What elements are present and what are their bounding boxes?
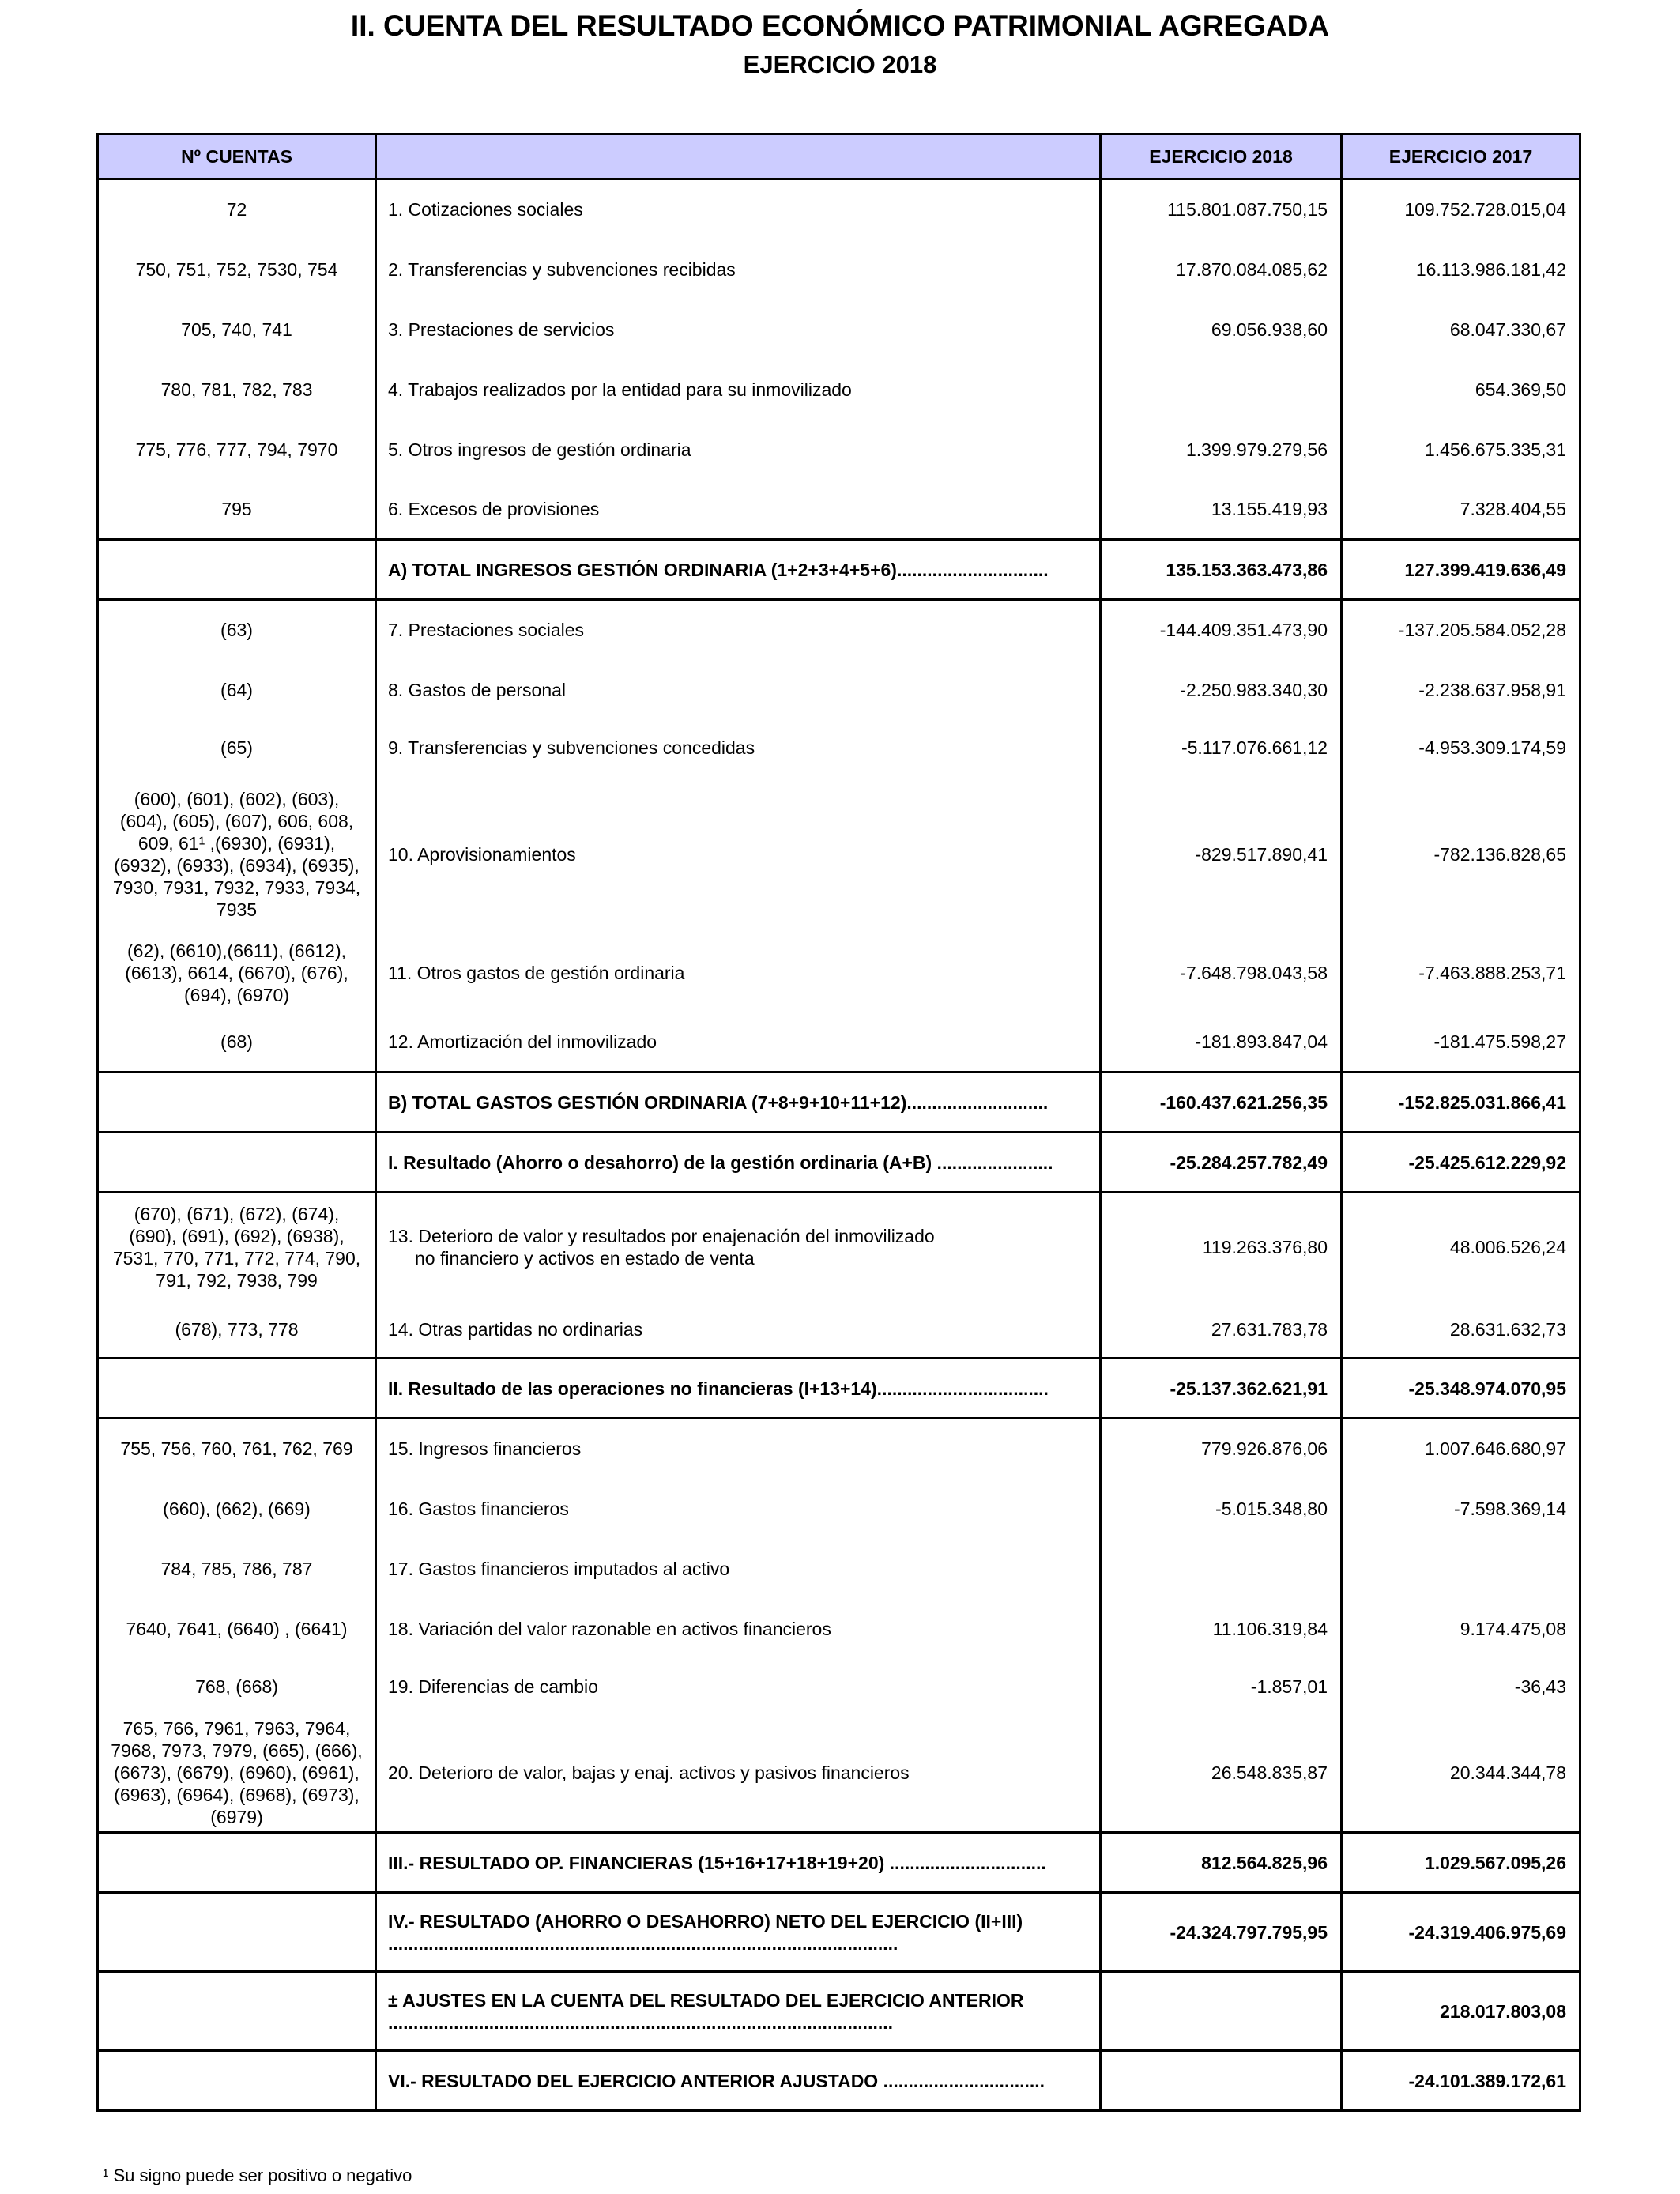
table-header [98,134,1580,179]
table-row [98,1599,1580,1659]
row-value-2017: 68.047.330,67 [1342,300,1580,360]
row-value-2018: 26.548.835,87 [1101,1714,1342,1833]
total-row [98,2051,1580,2111]
row-value-2017: 9.174.475,08 [1342,1599,1580,1659]
row-value-2017: 1.029.567.095,26 [1342,1833,1580,1893]
row-accounts: 784, 785, 786, 787 [98,1539,376,1599]
row-accounts [98,1833,376,1893]
row-value-2017: 1.456.675.335,31 [1342,420,1580,480]
total-row [98,540,1580,600]
row-accounts [98,1359,376,1419]
page-subtitle: EJERCICIO 2018 [743,51,937,78]
header-accounts: Nº CUENTAS [98,134,376,179]
table-row [98,1539,1580,1599]
row-value-2017: 127.399.419.636,49 [1342,540,1580,600]
table-row [98,933,1580,1012]
row-accounts: 705, 740, 741 [98,300,376,360]
table-row [98,1714,1580,1833]
row-value-2017: 28.631.632,73 [1342,1302,1580,1359]
row-value-2017: -24.319.406.975,69 [1342,1893,1580,1972]
row-value-2018: 779.926.876,06 [1101,1419,1342,1479]
row-concept: 17. Gastos financieros imputados al activo [376,1539,1101,1599]
table-row [98,1659,1580,1714]
row-accounts: (600), (601), (602), (603), (604), (605), (607), 606, 608, 609, 61¹ ,(6930), (6931), (6932), (6933), (6934), (6935), 7930, 7931, 7932, 7933, 7934, 7935 [98,775,376,933]
row-accounts: 72 [98,179,376,239]
row-concept: 12. Amortización del inmovilizado [376,1012,1101,1072]
row-value-2018: 1.399.979.279,56 [1101,420,1342,480]
row-concept: VI.- RESULTADO DEL EJERCICIO ANTERIOR AJUSTADO ................................ [376,2051,1101,2111]
row-value-2017: -152.825.031.866,41 [1342,1072,1580,1133]
row-accounts: (63) [98,600,376,660]
row-value-2017: 654.369,50 [1342,360,1580,420]
row-value-2017: -36,43 [1342,1659,1580,1714]
row-concept: 11. Otros gastos de gestión ordinaria [376,933,1101,1012]
total-row [98,1133,1580,1193]
row-value-2018: 119.263.376,80 [1101,1193,1342,1302]
table-row [98,775,1580,933]
row-concept: 20. Deterioro de valor, bajas y enaj. activos y pasivos financieros [376,1714,1101,1833]
row-accounts: 780, 781, 782, 783 [98,360,376,420]
row-value-2018: -1.857,01 [1101,1659,1342,1714]
row-value-2018: -24.324.797.795,95 [1101,1893,1342,1972]
row-accounts [98,540,376,600]
row-concept: III.- RESULTADO OP. FINANCIERAS (15+16+17+18+19+20) ............................... [376,1833,1101,1893]
row-value-2018: -25.284.257.782,49 [1101,1133,1342,1193]
total-row [98,1893,1580,1972]
row-accounts [98,1893,376,1972]
row-concept: 8. Gastos de personal [376,660,1101,720]
row-value-2017: -4.953.309.174,59 [1342,720,1580,775]
row-value-2017: 109.752.728.015,04 [1342,179,1580,239]
row-accounts: (678), 773, 778 [98,1302,376,1359]
row-value-2018: -160.437.621.256,35 [1101,1072,1342,1133]
table-row [98,660,1580,720]
row-accounts: 768, (668) [98,1659,376,1714]
row-accounts [98,1133,376,1193]
row-value-2018: 11.106.319,84 [1101,1599,1342,1659]
row-value-2018: 115.801.087.750,15 [1101,179,1342,239]
row-concept [376,1193,1101,1302]
row-value-2018: 17.870.084.085,62 [1101,239,1342,300]
page-title: II. CUENTA DEL RESULTADO ECONÓMICO PATRIMONIAL AGREGADA [350,9,1330,42]
row-value-2018: -2.250.983.340,30 [1101,660,1342,720]
row-accounts: (64) [98,660,376,720]
table-row [98,420,1580,480]
table-row [98,300,1580,360]
row-value-2018: 27.631.783,78 [1101,1302,1342,1359]
row-accounts: 7640, 7641, (6640) , (6641) [98,1599,376,1659]
row-value-2018: -5.015.348,80 [1101,1479,1342,1539]
table-row [98,1419,1580,1479]
row-concept-line2: no financiero y activos en estado de venta [415,1248,755,1269]
row-value-2018: 69.056.938,60 [1101,300,1342,360]
table-row [98,480,1580,540]
row-concept: 16. Gastos financieros [376,1479,1101,1539]
row-concept: 10. Aprovisionamientos [376,775,1101,933]
row-value-2017: 20.344.344,78 [1342,1714,1580,1833]
row-value-2017: -137.205.584.052,28 [1342,600,1580,660]
row-value-2018: -829.517.890,41 [1101,775,1342,933]
row-value-2018: -25.137.362.621,91 [1101,1359,1342,1419]
total-row [98,1972,1580,2051]
row-accounts: 775, 776, 777, 794, 7970 [98,420,376,480]
header-concept [376,134,1101,179]
total-row [98,1359,1580,1419]
row-concept: 2. Transferencias y subvenciones recibidas [376,239,1101,300]
row-value-2017: 7.328.404,55 [1342,480,1580,540]
row-concept: I. Resultado (Ahorro o desahorro) de la gestión ordinaria (A+B) ....................... [376,1133,1101,1193]
row-concept: 1. Cotizaciones sociales [376,179,1101,239]
row-value-2018 [1101,2051,1342,2111]
row-concept: 5. Otros ingresos de gestión ordinaria [376,420,1101,480]
row-accounts: (65) [98,720,376,775]
row-accounts: 765, 766, 7961, 7963, 7964, 7968, 7973, 7979, (665), (666), (6673), (6679), (6960), (6961), (6963), (6964), (6968), (6973), (6979) [98,1714,376,1833]
table-row [98,1012,1580,1072]
total-row [98,1072,1580,1133]
row-accounts: (670), (671), (672), (674), (690), (691), (692), (6938), 7531, 770, 771, 772, 774, 790, 791, 792, 7938, 799 [98,1193,376,1302]
row-value-2017: -782.136.828,65 [1342,775,1580,933]
row-value-2018 [1101,360,1342,420]
footnote: ¹ Su signo puede ser positivo o negativo [103,2166,412,2185]
table-row [98,1479,1580,1539]
row-value-2017: -181.475.598,27 [1342,1012,1580,1072]
row-value-2017: 16.113.986.181,42 [1342,239,1580,300]
row-value-2017: -25.425.612.229,92 [1342,1133,1580,1193]
row-accounts [98,2051,376,2111]
row-concept: ± AJUSTES EN LA CUENTA DEL RESULTADO DEL EJERCICIO ANTERIOR .................................................................................................... [376,1972,1101,2051]
row-accounts: (660), (662), (669) [98,1479,376,1539]
total-row [98,1833,1580,1893]
table-row [98,600,1580,660]
table-row [98,179,1580,239]
row-concept: IV.- RESULTADO (AHORRO O DESAHORRO) NETO DEL EJERCICIO (II+III) ..................................................................................................... [376,1893,1101,1972]
table-row [98,1302,1580,1359]
row-accounts: 755, 756, 760, 761, 762, 769 [98,1419,376,1479]
row-value-2018: -5.117.076.661,12 [1101,720,1342,775]
row-concept: 19. Diferencias de cambio [376,1659,1101,1714]
table-row [98,239,1580,300]
row-value-2018 [1101,1972,1342,2051]
row-accounts: (62), (6610),(6611), (6612), (6613), 6614, (6670), (676), (694), (6970) [98,933,376,1012]
row-concept: B) TOTAL GASTOS GESTIÓN ORDINARIA (7+8+9+10+11+12)............................ [376,1072,1101,1133]
row-concept: A) TOTAL INGRESOS GESTIÓN ORDINARIA (1+2+3+4+5+6).............................. [376,540,1101,600]
row-concept: 7. Prestaciones sociales [376,600,1101,660]
row-value-2017: -2.238.637.958,91 [1342,660,1580,720]
row-accounts: 750, 751, 752, 7530, 754 [98,239,376,300]
row-value-2018: 13.155.419,93 [1101,480,1342,540]
row-value-2017: -25.348.974.070,95 [1342,1359,1580,1419]
row-concept: 18. Variación del valor razonable en activos financieros [376,1599,1101,1659]
row-concept: II. Resultado de las operaciones no financieras (I+13+14).................................. [376,1359,1101,1419]
row-accounts [98,1972,376,2051]
row-concept: 4. Trabajos realizados por la entidad para su inmovilizado [376,360,1101,420]
row-value-2018: -144.409.351.473,90 [1101,600,1342,660]
table-row [98,360,1580,420]
row-accounts: 795 [98,480,376,540]
row-value-2018: -7.648.798.043,58 [1101,933,1342,1012]
row-accounts [98,1072,376,1133]
row-value-2018: 812.564.825,96 [1101,1833,1342,1893]
table-row [98,720,1580,775]
table-row [98,1193,1580,1302]
row-concept: 3. Prestaciones de servicios [376,300,1101,360]
header-2018: EJERCICIO 2018 [1101,134,1342,179]
row-value-2017: 218.017.803,08 [1342,1972,1580,2051]
row-concept: 9. Transferencias y subvenciones concedidas [376,720,1101,775]
result-table [96,133,1581,2112]
row-concept: 15. Ingresos financieros [376,1419,1101,1479]
row-value-2018 [1101,1539,1342,1599]
row-value-2017: -7.463.888.253,71 [1342,933,1580,1012]
row-value-2017: 1.007.646.680,97 [1342,1419,1580,1479]
row-value-2017 [1342,1539,1580,1599]
row-concept-line1: 13. Deterioro de valor y resultados por enajenación del inmovilizado [388,1226,935,1247]
row-value-2017: -24.101.389.172,61 [1342,2051,1580,2111]
row-concept: 14. Otras partidas no ordinarias [376,1302,1101,1359]
row-accounts: (68) [98,1012,376,1072]
row-value-2018: -181.893.847,04 [1101,1012,1342,1072]
row-concept: 6. Excesos de provisiones [376,480,1101,540]
row-value-2018: 135.153.363.473,86 [1101,540,1342,600]
header-2017: EJERCICIO 2017 [1342,134,1580,179]
row-value-2017: -7.598.369,14 [1342,1479,1580,1539]
row-value-2017: 48.006.526,24 [1342,1193,1580,1302]
